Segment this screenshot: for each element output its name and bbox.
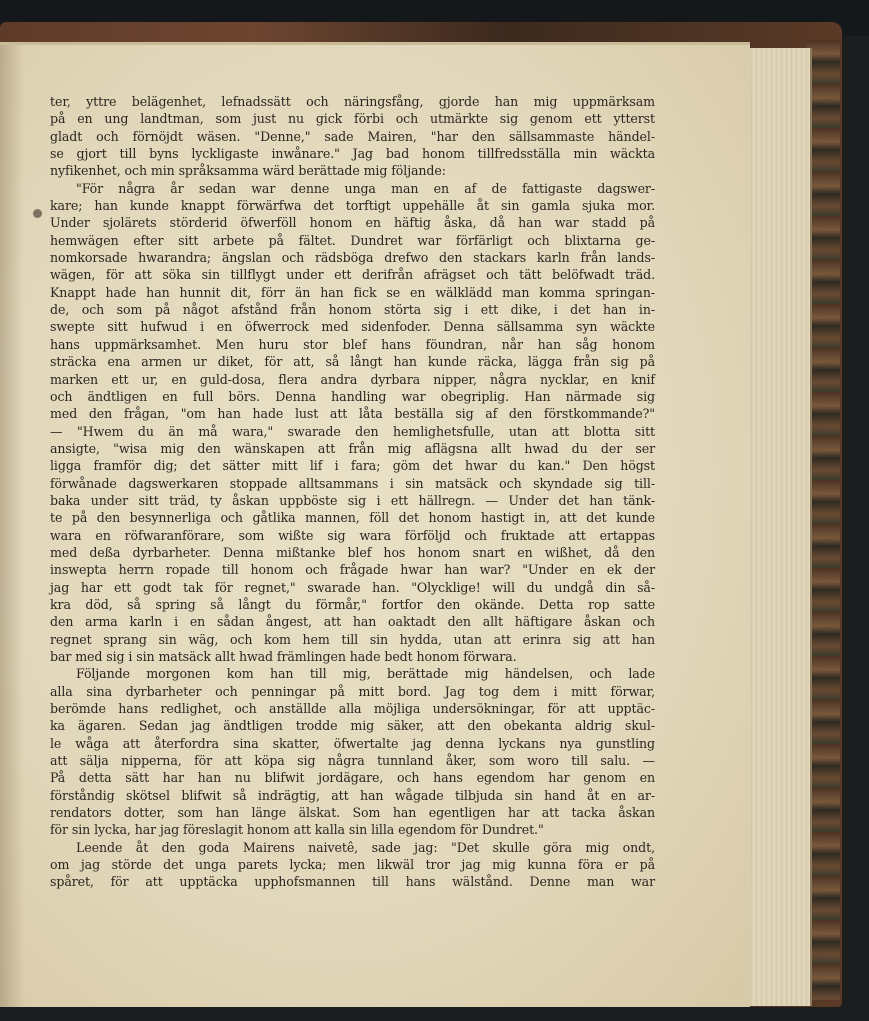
text-line: te på den besynnerliga och gåtlika mannen, föll det honom hastigt in, att det kunde [50,510,655,526]
text-line: Följande morgonen kom han till mig, berättade mig händelsen, och lade [76,666,655,682]
text-line: med deßa dyrbarheter. Denna mißtanke blef hos honom snart en wißhet, då den [50,544,655,560]
text-line: Knappt hade han hunnit dit, förr än han fick se en wälklädd man komma springan- [50,284,655,300]
text-line: om jag störde det unga parets lycka; men likwäl tror jag mig kunna föra er på [50,857,655,873]
text-line: — "Hwem du än må wara," swarade den hemlighetsfulle, utan att blotta sitt [50,423,655,439]
text-line: gladt och förnöjdt wäsen. "Denne," sade Mairen, "har den sällsammaste händel- [50,128,655,144]
text-line: på en ung landtman, som just nu gick förbi och utmärkte sig genom ett ytterst [50,111,655,127]
text-line: bar med sig i sin matsäck allt hwad främlingen hade bedt honom förwara. [50,649,517,664]
text-line: ligga framför dig; det sätter mitt lif i fara; göm det hwar du kan." Den högst [50,458,655,474]
page-edges [748,48,812,1006]
text-line: med den frågan, "om han hade lust att låta beställa sig af den förstkommande?" [50,406,655,422]
text-line: förståndig skötsel blifwit så indrägtig, att han wågade tilbjuda sin hand åt en ar- [50,787,655,803]
text-line: Under sjolärets störderid öfwerföll honom en häftig åska, då han war stadd på [50,215,655,231]
text-line: hemwägen efter sitt arbete på fältet. Dundret war förfärligt och blixtarna ge- [50,232,655,248]
text-line: sträcka ena armen ur diket, för att, så långt han kunde räcka, lägga från sig på [50,354,655,370]
text-line: spåret, för att upptäcka upphofsmannen till hans wälstånd. Denne man war [50,874,655,890]
text-line: berömde hans redlighet, och anställde alla möjliga undersökningar, för att upptäc- [50,701,655,717]
text-line: den arma karln i en sådan ångest, att han oaktadt den allt häftigare åskan och [50,614,655,630]
text-line: nyfikenhet, och min språksamma wärd berättade mig följande: [50,163,446,179]
text-line: swepte sitt hufwud i en öfwerrock med sidenfoder. Denna sällsamma syn wäckte [50,319,655,335]
text-line: "För några år sedan war denne unga man en af de fattigaste dagswer- [76,180,655,196]
text-line: och ändtligen en full börs. Denna handling war obegriplig. Han närmade sig [50,388,655,404]
book-page [0,42,750,1007]
text-line: ter, yttre belägenhet, lefnadssätt och näringsfång, gjorde han mig uppmärksam [50,94,655,109]
text-line: marken ett ur, en guld-dosa, flera andra dyrbara nipper, några nycklar, en knif [50,371,655,387]
text-line: förwånade dagswerkaren stoppade alltsammans i sin matsäck och skyndade sig till- [50,475,655,491]
text-line: kra död, så spring så långt du förmår," fortfor den okände. Detta rop satte [50,596,655,612]
text-line: nomkorsade hwarandra; ängslan och rädsböga drefwo den stackars karln från lands- [50,250,655,266]
text-line: wara en röfwaranförare, som wißte sig wara förföljd och fruktade att ertappas [50,527,655,543]
page-text [50,93,655,891]
text-line: inswepta herrn ropade till honom och frågade hwar han war? "Under en ek der [50,562,655,578]
ink-stain [33,209,42,218]
text-line: kare; han kunde knappt förwärfwa det torftigt uppehälle åt sin gamla sjuka mor. [50,198,655,214]
text-line: att sälja nipperna, för att köpa sig några tunnland åker, som woro till salu. — [50,753,655,769]
text-line: regnet sprang sin wäg, och kom hem till sin hydda, utan att erinra sig att han [50,631,655,647]
text-line: för sin lycka, har jag föreslagit honom att kalla sin lilla egendom för Dundret." [50,822,544,838]
text-line: hans uppmärksamhet. Men huru stor blef hans föundran, når han såg honom [50,336,655,352]
text-line: se gjort till byns lyckligaste inwånare." Jag bad honom tillfredsställa min wäckta [50,146,655,162]
text-line: jag har ett godt tak för regnet," swarade han. "Olycklige! will du undgå din så- [50,579,655,595]
text-line: rendators dotter, som han länge älskat. Som han egentligen har att tacka åskan [50,805,655,821]
text-line: le wåga att återfordra sina skatter, öfwertalte jag denna lyckans nya gunstling [50,735,655,751]
text-line: ansigte, "wisa mig den wänskapen att från mig aflägsna allt hwad du der ser [50,440,655,456]
text-line: baka under sitt träd, ty åskan uppböste sig i ett hällregn. — Under det han tänk- [50,492,655,508]
text-line: ka ägaren. Sedan jag ändtligen trodde mig säker, att den obekanta aldrig skul- [50,718,655,734]
text-line: alla sina dyrbarheter och penningar på mitt bord. Jag tog dem i mitt förwar, [50,683,655,699]
text-line: de, och som på något afstånd från honom störta sig i ett dike, i det han in- [50,302,655,318]
text-line: Leende åt den goda Mairens naivetê, sade jag: "Det skulle göra mig ondt, [76,839,655,855]
text-line: wägen, för att söka sin tillflygt under ett derifrån afrägset och tätt belöfwadt träd. [50,267,655,283]
text-line: På detta sätt har han nu blifwit jordägare, och hans egendom har genom en [50,770,655,786]
